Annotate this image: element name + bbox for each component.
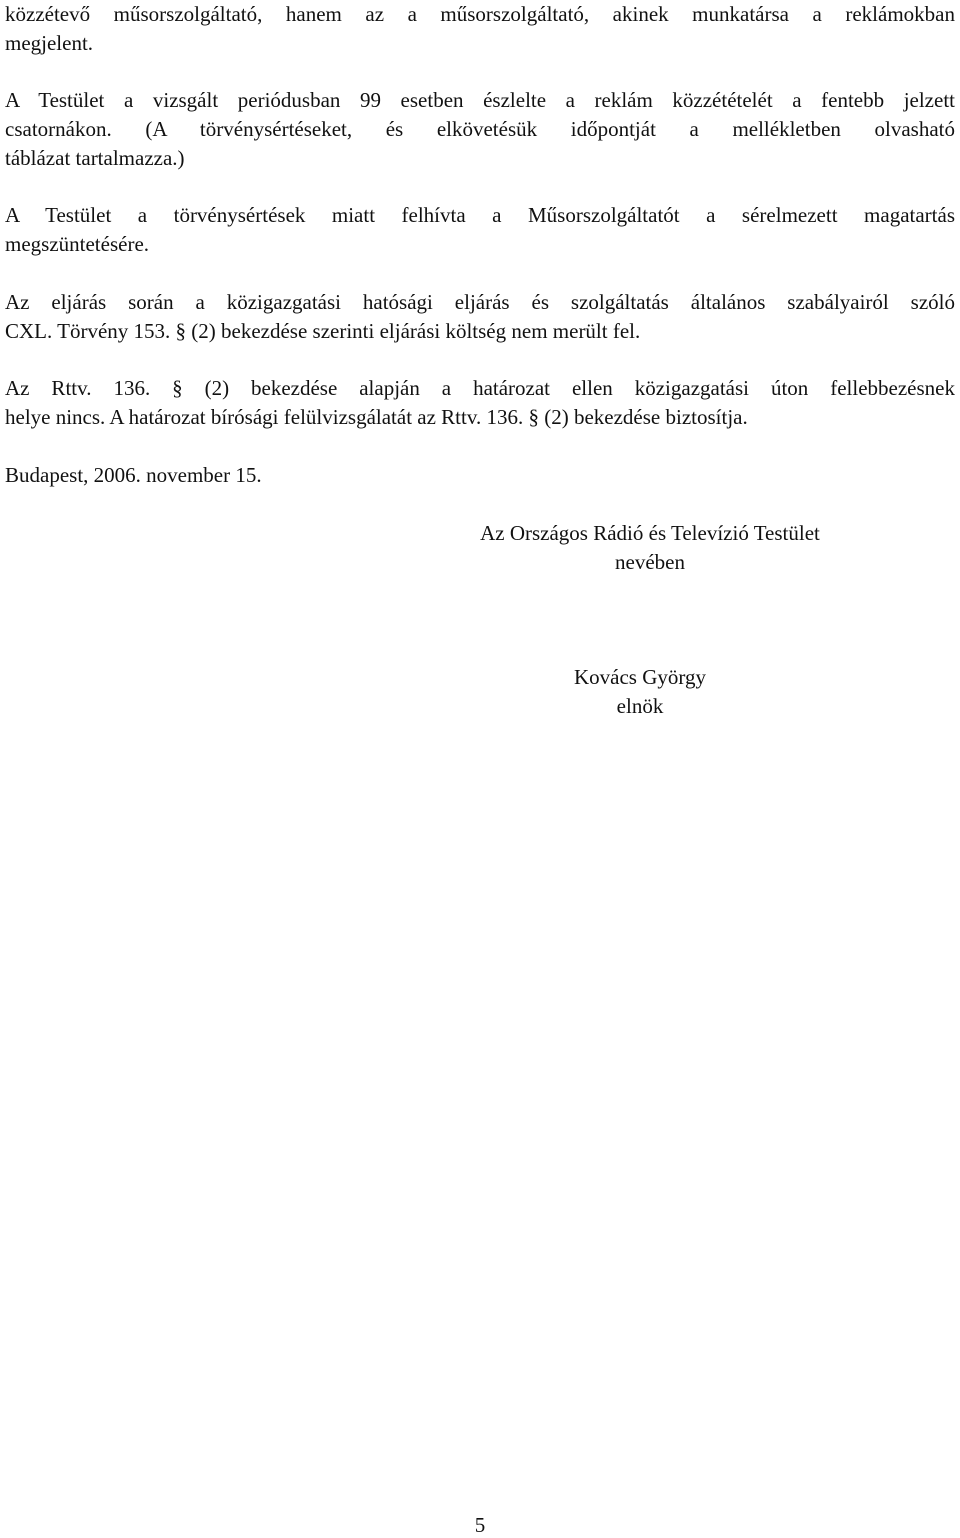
paragraph-5-line-2: helye nincs. A határozat bírósági felülvizsgálatát az Rttv. 136. § (2) bekezdése biztosítja. [5, 405, 748, 429]
date-place: Budapest, 2006. november 15. [5, 463, 262, 487]
paragraph-2-line-3: táblázat tartalmazza.) [5, 146, 185, 170]
signature-block [500, 663, 780, 721]
page-number: 5 [474, 1513, 486, 1537]
paragraph-5-line-1: Az Rttv. 136. § (2) bekezdése alapján a határozat ellen közigazgatási úton fellebbezésnek [5, 376, 955, 400]
signatory-title: elnök [616, 694, 664, 718]
signatory-name: Kovács György [573, 665, 706, 689]
on-behalf-line-2: nevében [615, 550, 685, 574]
on-behalf-block [420, 519, 880, 577]
paragraph-3-line-2: megszüntetésére. [5, 232, 150, 256]
paragraph-4-line-2: CXL. Törvény 153. § (2) bekezdése szerinti eljárási költség nem merült fel. [5, 319, 641, 343]
paragraph-2-line-2: csatornákon. (A törvénysértéseket, és elkövetésük időpontját a mellékletben olvasható [5, 117, 955, 141]
paragraph-4-line-1: Az eljárás során a közigazgatási hatósági eljárás és szolgáltatás általános szabályairól szóló [5, 290, 955, 314]
paragraph-1-line-2: megjelent. [5, 31, 94, 55]
paragraph-1-line-1: közzétevő műsorszolgáltató, hanem az a műsorszolgáltató, akinek munkatársa a reklámokban [5, 2, 955, 26]
paragraph-2-line-1: A Testület a vizsgált periódusban 99 esetben észlelte a reklám közzétételét a fentebb jelzett [5, 88, 955, 112]
paragraph-3-line-1: A Testület a törvénysértések miatt felhívta a Műsorszolgáltatót a sérelmezett magatartás [5, 203, 955, 227]
on-behalf-line-1: Az Országos Rádió és Televízió Testület [480, 521, 820, 545]
